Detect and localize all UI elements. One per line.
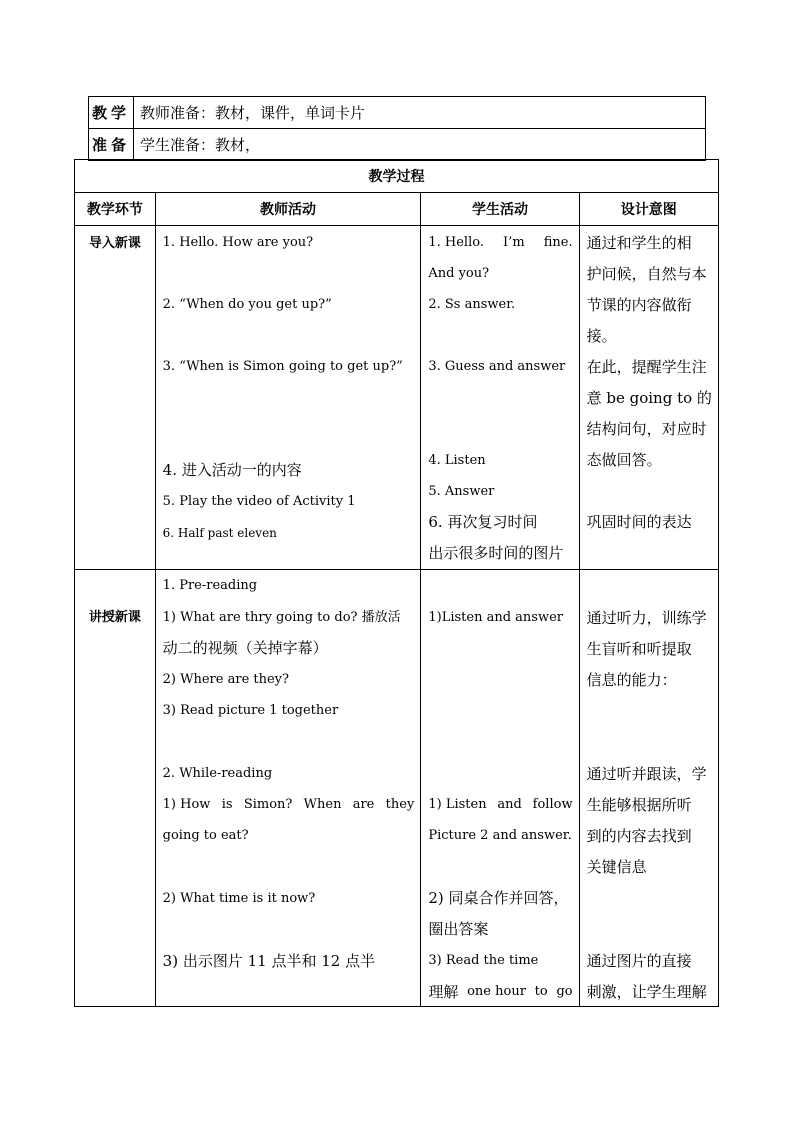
teaching-intent-9: 刺激，让学生理解: [586, 983, 707, 1001]
teaching-teacher-cell: [155, 570, 421, 1007]
teaching-student-5: 圈出答案: [428, 920, 489, 938]
section-teaching-label: 讲授新课: [88, 610, 141, 625]
intro-intent-5: 在此，提醒学生注: [586, 358, 707, 376]
teaching-intent-5: 生能够根据所听: [586, 796, 692, 814]
intro-intent-7: 结构问句，对应时: [586, 420, 707, 438]
teaching-teacher-8: going to eat?: [162, 828, 249, 843]
teaching-teacher-7c: Simon?: [243, 797, 293, 812]
intro-teacher-3: 3. “When is Simon going to get up?”: [162, 359, 403, 374]
teaching-teacher-5: 3) Read picture 1 together: [162, 703, 339, 718]
teaching-student-7: [428, 984, 572, 1000]
intro-teacher-cell: [155, 226, 421, 570]
teaching-student-4: 2) 同桌合作并回答，: [428, 889, 569, 907]
process-title: 教学过程: [75, 160, 719, 193]
header-stage: 教学环节: [75, 193, 156, 226]
process-table: [74, 159, 719, 1007]
teaching-teacher-7f: they: [385, 797, 415, 812]
teaching-teacher-7: [163, 797, 415, 813]
teaching-teacher-7b: is: [221, 797, 233, 812]
teaching-student-cell: [421, 570, 579, 1007]
teaching-teacher-4: 2) Where are they?: [162, 672, 289, 687]
teaching-intent-3: 信息的能力：: [586, 671, 677, 689]
teaching-student-2a: 1) Listen: [428, 797, 487, 812]
teaching-student-2c: follow: [532, 797, 573, 812]
teaching-intent-7: 关键信息: [586, 858, 647, 876]
intro-student-4: 3. Guess and answer: [428, 359, 566, 374]
teaching-intent-1: 通过听力，训练学: [586, 609, 707, 627]
teaching-student-7a: 理解: [428, 983, 459, 1001]
teaching-teacher-7e: are: [352, 797, 375, 812]
teaching-intent-6: 到的内容去找到: [586, 827, 692, 845]
header-teacher: 教师活动: [155, 193, 421, 226]
student-prep: 学生准备：教材，: [134, 129, 706, 161]
preparation-table: [88, 96, 706, 161]
teaching-teacher-1: 1. Pre-reading: [162, 578, 258, 593]
teaching-student-2b: and: [497, 797, 522, 812]
intro-student-2: And you?: [428, 266, 490, 281]
intro-student-1: [428, 235, 572, 251]
intro-intent-2: 护问候，自然与本: [586, 265, 707, 283]
teaching-student-1: 1)Listen and answer: [428, 610, 563, 625]
intro-student-1c: fine.: [543, 235, 573, 250]
intro-student-3: 2. Ss answer.: [428, 297, 516, 312]
intro-student-cell: [421, 226, 579, 570]
teaching-intent-cell: [579, 570, 718, 1007]
intro-teacher-1: 1. Hello. How are you?: [162, 235, 314, 250]
intro-student-5: 4. Listen: [428, 453, 486, 468]
intro-student-1a: 1. Hello.: [428, 235, 484, 250]
intro-teacher-5: 5. Play the video of Activity 1: [162, 494, 356, 509]
section-intro-label: 导入新课: [88, 236, 141, 251]
teacher-prep: 教师准备：教材，课件，单词卡片: [134, 97, 706, 129]
teaching-student-7c: to: [534, 984, 548, 999]
intro-intent-8: 态做回答。: [586, 451, 662, 469]
intro-student-1b: I’m: [503, 235, 525, 250]
intro-student-6: 5. Answer: [428, 484, 495, 499]
header-student: 学生活动: [421, 193, 579, 226]
teaching-teacher-10: 3) 出示图片 11 点半和 12 点半: [162, 952, 376, 970]
teaching-student-7d: go: [556, 984, 573, 999]
teaching-intent-8: 通过图片的直接: [586, 952, 692, 970]
teaching-student-7b: one hour: [467, 984, 526, 999]
intro-student-8: 出示很多时间的图片: [428, 544, 564, 562]
teaching-intent-2: 生盲听和听提取: [586, 640, 692, 658]
header-intent: 设计意图: [579, 193, 718, 226]
intro-teacher-6: 6. Half past eleven: [162, 526, 277, 540]
teaching-teacher-3: 动二的视频（关掉字幕）: [162, 639, 328, 657]
intro-intent-9: 巩固时间的表达: [586, 513, 692, 531]
intro-teacher-2: 2. “When do you get up?”: [162, 297, 332, 312]
teaching-teacher-2: 1) What are thry going to do? 播放活: [162, 610, 401, 625]
teaching-teacher-6: 2. While-reading: [162, 766, 273, 781]
intro-intent-1: 通过和学生的相: [586, 234, 692, 252]
intro-intent-4: 接。: [586, 327, 617, 345]
intro-teacher-4: 4. 进入活动一的内容: [162, 461, 302, 479]
teaching-intent-4: 通过听并跟读，学: [586, 765, 707, 783]
section-intro-cell: [75, 226, 156, 570]
intro-intent-6: 意 be going to 的: [586, 389, 712, 407]
prep-label-bottom: 准备: [89, 129, 134, 161]
teaching-teacher-7a: 1) How: [162, 797, 211, 812]
section-intro-row: [75, 226, 719, 570]
section-teaching-row: [75, 570, 719, 1007]
intro-student-7: 6. 再次复习时间: [428, 513, 538, 531]
teaching-teacher-7d: When: [303, 797, 342, 812]
intro-intent-cell: [579, 226, 718, 570]
prep-label-top: 教学: [89, 97, 134, 129]
teaching-student-2: [428, 797, 572, 813]
teaching-student-6: 3) Read the time: [428, 953, 539, 968]
teaching-teacher-9: 2) What time is it now?: [162, 891, 316, 906]
intro-intent-3: 节课的内容做衔: [586, 296, 692, 314]
teaching-student-3: Picture 2 and answer.: [428, 828, 572, 843]
section-teaching-cell: [75, 570, 156, 1007]
